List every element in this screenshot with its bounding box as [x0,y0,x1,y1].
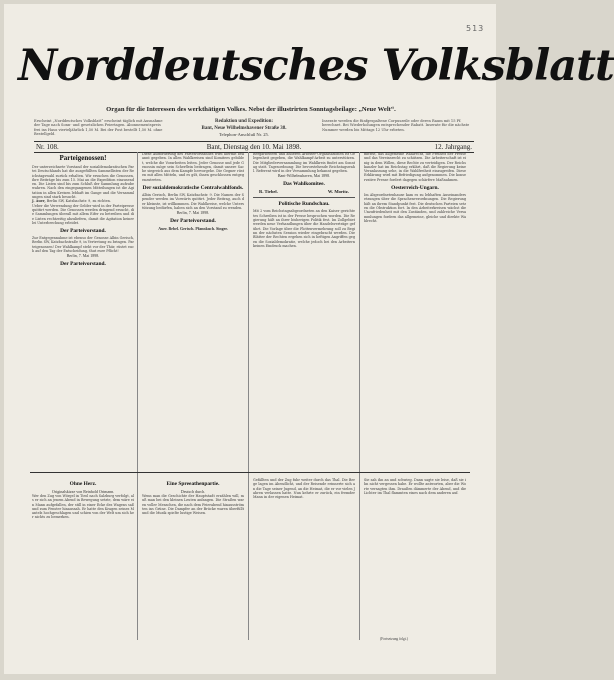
feuilleton-rule [30,472,470,473]
signature-place: Bant-Wilhelmshaven, Mai 1898. [277,173,331,179]
article-footer: Der Parteivorstand. [60,261,106,268]
masthead-subtitle: Organ für die Interessen des werkthätigen Volkes. Nebst der illustrirten Sonntagsbeilage: „Neue Welt“. [106,106,396,113]
article-text: Diese Aufforderung des Parteivorstandes wird hiermit bekannt gegeben. In allen Wahlkreisen sind Komitees gebildet, welche die Vorarbeiten leiten. Jeder Genosse und jede Genossin möge sein Scherflein beitragen, damit unsere Sache siegreich aus dem Kampfe hervorgehe. Die Gegner rüsten mit allen Mitteln, und es gilt, ihnen geschlossen entgegenzutreten. [142,152,244,182]
feuilleton-column-1 [32,478,134,520]
signature-board: Der Parteivorstand. [60,228,106,235]
divider [253,197,355,198]
feuilleton-text: Sie sah ihn an und schwieg. Dann sagte sie leise, daß sie ihn nicht vergessen habe. Er wollte antworten, aber die Worte versagten ihm. Draußen dämmerte der Abend, und die Lichter im Thal flammten eines nach dem anderen auf. [364,478,466,495]
editorial-label: Redaktion und Expedition: [214,119,274,124]
advertising-info: Inserate werden die fünfgespaltene Corpuszeile oder deren Raum mit 15 Pf. berechnet. Bei Wiederholungen entsprechender Rabatt. Inserate für die nächste Nummer werden bis Mittags 12 Uhr erbeten. [322,119,470,132]
volume-year: 12. Jahrgang. [434,143,472,151]
issue-number: Nr. 108. [36,143,59,151]
masthead-title: Norddeutsches Volksblatt [18,41,614,91]
feuilleton-subheading: Originalskizze von Reinhold Ortmann. [51,489,115,494]
article-text: Der unterzeichnete Vorstand der sozialdemokratischen Partei Deutschlands hat die ausgefüllten Sammellisten der Reichstagswahl zurück erhalten. Wir ersuchen die Genossen, ihre Beiträge bis zum 15. Mai an die Expedition einzusenden. Die Listen sind bis zum Schluß der Sammlung aufzubewahren. Nach den eingegangenen Mitteilungen ist die Agitation in allen Kreisen lebhaft im Gange und die Versammlungen sind stark besucht. [32,165,134,200]
notice-heading: Der sozialdemokratische Centralwahlfonds. [142,185,244,192]
editorial-street: Bant, Neue Wilhelmshavener Straße 38. [201,126,287,131]
signature-left: R. Tiebel. [259,189,278,195]
column-rule [248,152,249,640]
column-1 [32,152,134,269]
newspaper-page [4,4,614,674]
article-date: Berlin, 7. Mai 1898. [66,253,100,259]
notice-text: Albin Gerisch, Berlin SW, Katzbachstr. 9. Die Namen der Spender werden im Vorwärts quittirt. Jeder Beitrag, auch der kleinste, ist willkommen. Die Wahlkreise, welche Unterstützung bedürfen, haben sich an den Vorstand zu wenden. [142,193,244,210]
section-heading: Oesterreich-Ungarn. [391,185,439,192]
feuilleton-heading: Eine Spreeathenpartie. [166,481,220,487]
feuilleton-text: Wenn man die Geschichte der Hauptstadt erzählen will, muß man bei den kleinen Leuten anfangen. Die Straßen waren voller Menschen, die nach dem Feierabend hinausströmten ins Grüne. Die Dampfer an der Brücke waren überfüllt und die Musik spielte lustige Weisen. [142,494,244,516]
signature-right: W. Moritz. [327,189,349,195]
notice-signature-label: Der Parteivorstand. [170,218,216,225]
notice-date: Berlin, 7. Mai 1898. [176,210,210,216]
feuilleton-column-4 [364,478,466,495]
issue-date: Bant, Dienstag den 10. Mai 1898. [206,143,302,151]
feuilleton-subheading: Deutsch durch. [180,489,206,494]
feuilleton-text: Wer den Zug von Wörgel in Tirol nach Salzburg verfolgt, als er sich an jenem Abend in Bewegung setzte, dem wäre ein Mann aufgefallen, der still in einer Ecke des Wagens saß und zum Fenster hinaussah. Er hatte den Kragen seines Mantels hochgeschlagen und schien von der Welt um sich her nichts zu bemerken. [32,494,134,520]
feuilleton-column-3 [253,478,355,499]
column-3 [253,152,355,248]
column-rule [137,152,138,640]
page-number: 513 [466,24,485,33]
subscription-info: Erscheint „Norddeutsches Volksblatt“ erscheint täglich mit Ausnahme der Tage nach Sonn- und gesetzlichen Feiertagen. Abonnementspreis frei ins Haus vierteljährlich 1,50 M. Bei der Post bestellt 1,50 M. ohne Bestellgeld. [34,119,163,137]
article-text: mittelt, das allgemeine Wahlrecht, die Freiheit der Presse und das Vereinsrecht zu schützen. Die Arbeiterschaft ist einig in dem Willen, diese Rechte zu verteidigen. Der Reichskanzler hat im Reichstag erklärt, daß die Regierung keine Veranlassung sehe, in die Wahlfreiheit einzugreifen. Diese Erklärung wird mit Befriedigung aufgenommen. Die konservative Presse fordert dagegen schärfere Maßnahmen. [364,152,466,182]
column-2 [142,152,244,231]
feuilleton-text: Gefällten und der Zug fuhr weiter durch das Thal. Die Berge lagen im Abendlicht, und der Reisende erinnerte sich an die Tage seiner Jugend, an die Heimat, die er vor vielen Jahren verlassen hatte. Nun kehrte er zurück, ein fremder Mann in der eigenen Heimat. [253,478,355,500]
section-text: Mit 2 vom Reichstagsabgeordneten an den Kaiser gerichtetes Schreiben ist in der Presse besprochen worden. Die Regierung hält an ihrer bisherigen Politik fest. Im Zollgebiet werden neue Verhandlungen über die Handelsverträge geführt. Die Vorlage über die Flottenvermehrung soll zu Beginn der nächsten Session wieder eingebracht werden. Die Blätter der Rechten ergehen sich in heftigen Angriffen gegen die Sozialdemokratie, welche jedoch bei den Arbeitern keinen Eindruck machen. [253,209,355,248]
signature-row [259,189,349,194]
section-heading: Politische Rundschau. [278,201,330,208]
article-text: Zur Entgegennahme ist ebenso der Genosse Albin Gerisch, Berlin SW, Katzbachstraße 9, in Vertretung zu bringen. Parteigenossen! Der Wahlkampf steht vor der Thür, rüstet euch auf den Tag der Entscheidung, thut eure Pflicht! [32,236,134,254]
column-rule [359,152,360,640]
signature-label: Das Wahlkomitee. [283,181,325,188]
article-text: Bergarbeitern und anderen Arbeiter-Organisationen ist Gelegenheit gegeben, die Wahlkampf-Arbeit zu unterstützen. Die Mitgliederversammlung im Wahlkreis findet am Sonntag statt. Tagesordnung: Die bevorstehende Reichstagswahl. Referent wird in der Versammlung bekannt gegeben. [253,152,355,174]
continued-note: (Fortsetzung folgt.) [380,637,408,641]
section-text: Im Abgeordnetenhause kam es zu lebhaften Auseinandersetzungen über die Sprachenverordnungen. Die Regierung hält an ihrem Standpunkt fest. Die deutschen Parteien setzen die Obstruktion fort. In den Arbeiterkreisen wächst die Unzufriedenheit mit den Zuständen, und zahlreiche Versammlungen fordern das allgemeine, gleiche und direkte Wahlrecht. [364,193,466,223]
feuilleton-column-2 [142,478,244,515]
column-4 [364,152,466,223]
article-text: Ueber die Verwendung der Gelder wird in der Parteipresse quittirt werden. Die Genossen werden dringend ersucht, die Sammlungen überall mit allem Eifer zu betreiben und die Listen rechtzeitig abzuliefern, damit die Agitation keinerlei Unterbrechung erleidet. [32,203,134,225]
feuilleton-heading: Ohne Herz. [69,481,97,487]
editorial-phone: Telephon-Anschluß Nr. 25. [219,132,269,137]
signature-text: Berlin SW, Katzbachstr. 9, zu richten. [46,199,111,204]
article-heading: Parteigenossen! [59,154,107,162]
editorial-address [174,118,314,138]
signature-name: J. Auer, [32,199,46,204]
notice-signatures: Auer. Bebel. Gerisch. Pfannkuch. Singer. [158,226,228,232]
